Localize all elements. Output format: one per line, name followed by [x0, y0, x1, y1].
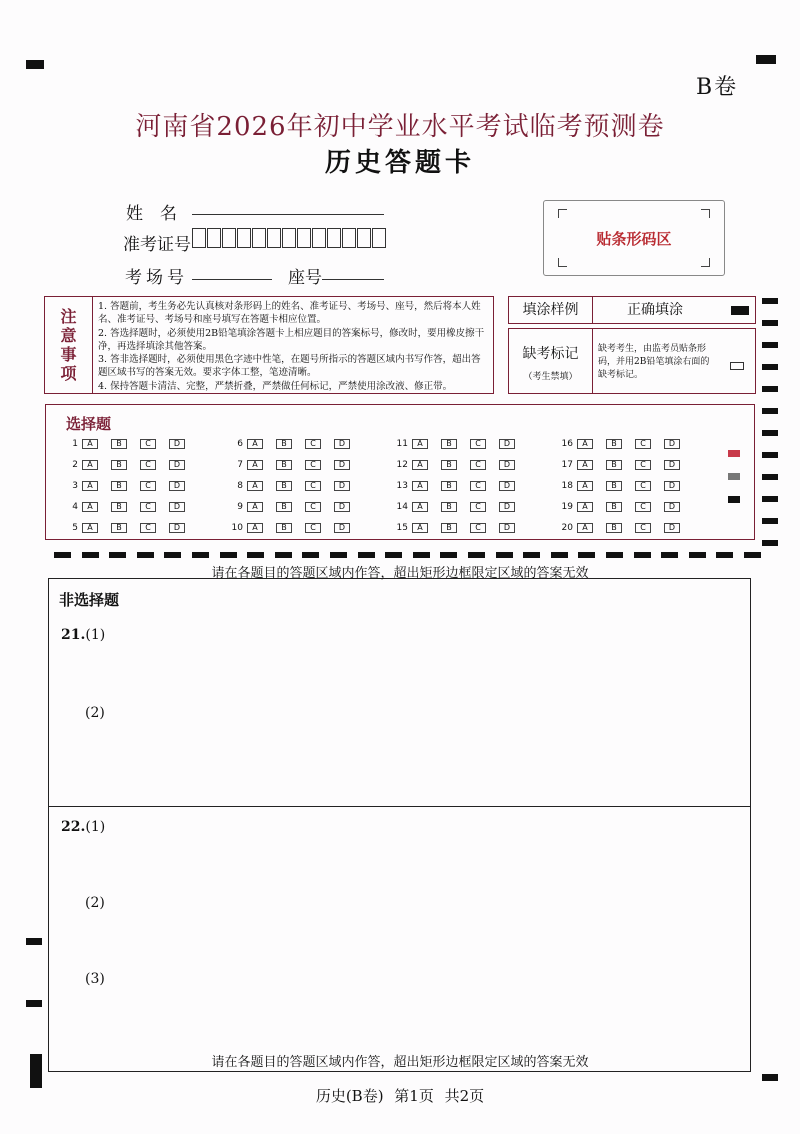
- timing-mark: [762, 452, 778, 458]
- option-bubble-a[interactable]: A: [577, 481, 593, 491]
- seat-label: 座号: [288, 268, 322, 288]
- question-21-part-2[interactable]: (2): [85, 705, 105, 721]
- option-bubble-c[interactable]: C: [305, 502, 321, 512]
- question-22-part-3[interactable]: (3): [85, 971, 105, 987]
- question-number: 18: [561, 481, 573, 491]
- option-bubble-c[interactable]: C: [305, 460, 321, 470]
- option-bubble-d[interactable]: D: [499, 502, 515, 512]
- timing-mark: [762, 342, 778, 348]
- timing-mark: [762, 496, 778, 502]
- option-bubble-b[interactable]: B: [441, 523, 457, 533]
- option-bubble-c[interactable]: C: [470, 439, 486, 449]
- option-bubble-d[interactable]: D: [169, 439, 185, 449]
- option-bubble-b[interactable]: B: [441, 502, 457, 512]
- timing-mark: [762, 298, 778, 304]
- option-bubble-c[interactable]: C: [140, 460, 156, 470]
- answer-area-warning: 请在各题目的答题区域内作答，超出矩形边框限定区域的答案无效: [211, 566, 589, 581]
- notice-item: 4. 保持答题卡清洁、完整，严禁折叠，严禁做任何标记，严禁使用涂改液、修正带。: [98, 380, 453, 392]
- dash-segment: [468, 552, 485, 558]
- option-bubble-d[interactable]: D: [169, 502, 185, 512]
- question-20: [559, 523, 693, 533]
- dash-segment: [523, 552, 540, 558]
- color-mark-black: [728, 496, 740, 503]
- option-bubble-c[interactable]: C: [140, 502, 156, 512]
- option-bubble-c[interactable]: C: [635, 439, 651, 449]
- dash-segment: [689, 552, 706, 558]
- option-bubble-d[interactable]: D: [169, 523, 185, 533]
- question-number: 15: [396, 523, 408, 533]
- option-bubble-c[interactable]: C: [470, 502, 486, 512]
- question-22-part-2[interactable]: (2): [85, 895, 105, 911]
- question-number: 1: [72, 439, 78, 449]
- answer-area-warning-bottom: 请在各题目的答题区域内作答，超出矩形边框限定区域的答案无效: [211, 1055, 589, 1070]
- option-bubble-a[interactable]: A: [247, 481, 263, 491]
- fill-sample-box: [508, 296, 756, 324]
- question-number: 9: [237, 502, 243, 512]
- question-13: [394, 481, 528, 491]
- absent-mark-box: [508, 328, 756, 394]
- option-bubble-d[interactable]: D: [499, 460, 515, 470]
- question-5: [64, 523, 198, 533]
- option-bubble-c[interactable]: C: [635, 502, 651, 512]
- option-bubble-a[interactable]: A: [577, 439, 593, 449]
- option-bubble-d[interactable]: D: [664, 460, 680, 470]
- option-bubble-d[interactable]: D: [499, 523, 515, 533]
- option-bubble-a[interactable]: A: [412, 502, 428, 512]
- question-number: 5: [72, 523, 78, 533]
- question-number: 11: [396, 439, 408, 449]
- dash-segment: [716, 552, 733, 558]
- option-bubble-b[interactable]: B: [111, 523, 127, 533]
- dash-segment: [54, 552, 71, 558]
- question-number: 12: [396, 460, 408, 470]
- option-bubble-a[interactable]: A: [82, 481, 98, 491]
- question-12: [394, 460, 528, 470]
- dash-segment: [220, 552, 237, 558]
- option-bubble-c[interactable]: C: [635, 481, 651, 491]
- room-label: 考场号: [125, 268, 188, 288]
- dash-segment: [358, 552, 375, 558]
- volume-label: B卷: [696, 75, 739, 100]
- fill-sample-value: 正确填涂: [627, 302, 683, 318]
- option-bubble-a[interactable]: A: [82, 439, 98, 449]
- choice-title: 选择题: [66, 415, 112, 433]
- dash-segment: [109, 552, 126, 558]
- nonchoice-section: [48, 578, 751, 1072]
- option-bubble-d[interactable]: D: [334, 439, 350, 449]
- question-number: 13: [396, 481, 408, 491]
- option-bubble-c[interactable]: C: [635, 460, 651, 470]
- dash-segment: [496, 552, 513, 558]
- name-field[interactable]: [192, 214, 384, 215]
- dash-segment: [192, 552, 209, 558]
- option-bubble-a[interactable]: A: [577, 523, 593, 533]
- option-bubble-c[interactable]: C: [140, 481, 156, 491]
- color-mark-gray: [728, 473, 740, 480]
- dash-segment: [413, 552, 430, 558]
- notice-box: [44, 296, 494, 394]
- option-bubble-b[interactable]: B: [111, 460, 127, 470]
- option-bubble-a[interactable]: A: [82, 460, 98, 470]
- question-number: 20: [561, 523, 573, 533]
- option-bubble-c[interactable]: C: [140, 523, 156, 533]
- question-number: 8: [237, 481, 243, 491]
- question-number: 3: [72, 481, 78, 491]
- option-bubble-c[interactable]: C: [470, 481, 486, 491]
- page-subtitle: 历史答题卡: [324, 148, 475, 178]
- question-14: [394, 502, 528, 512]
- choice-section: [45, 404, 755, 540]
- question-9: [229, 502, 363, 512]
- notice-list: [98, 300, 490, 393]
- question-6: [229, 439, 363, 449]
- fill-sample-label: 填涂样例: [509, 297, 593, 323]
- dash-segment: [578, 552, 595, 558]
- seat-field[interactable]: [322, 279, 384, 280]
- question-16: [559, 439, 693, 449]
- question-21-part-1[interactable]: 21.(1): [61, 627, 106, 643]
- question-2: [64, 460, 198, 470]
- timing-mark: [762, 540, 778, 546]
- notice-item: 2. 答选择题时，必须使用2B铅笔填涂答题卡上相应题目的答案标号，修改时，要用橡皮擦干净，再选择填涂其他答案。: [98, 327, 485, 352]
- dash-segment: [82, 552, 99, 558]
- absent-label-cell: [509, 329, 593, 393]
- question-21-number: 21.: [61, 627, 86, 643]
- question-number: 2: [72, 460, 78, 470]
- question-1: [64, 439, 198, 449]
- dash-segment: [302, 552, 319, 558]
- option-bubble-d[interactable]: D: [664, 523, 680, 533]
- exam-id-label: 准考证号: [123, 235, 191, 255]
- dash-segment: [385, 552, 402, 558]
- dash-segment: [164, 552, 181, 558]
- question-3: [64, 481, 198, 491]
- filled-sample-mark: [731, 306, 749, 315]
- question-10: [229, 523, 363, 533]
- timing-mark: [762, 518, 778, 524]
- notice-item: 3. 答非选择题时，必须使用黑色字迹中性笔，在题号所指示的答题区域内书写作答，超出答题区域书写的答案无效。要求字体工整，笔迹清晰。: [98, 354, 481, 379]
- option-bubble-d[interactable]: D: [334, 460, 350, 470]
- nonchoice-title: 非选择题: [59, 591, 120, 609]
- dash-segment: [137, 552, 154, 558]
- option-bubble-d[interactable]: D: [499, 481, 515, 491]
- option-bubble-d[interactable]: D: [334, 481, 350, 491]
- option-bubble-d[interactable]: D: [334, 523, 350, 533]
- question-18: [559, 481, 693, 491]
- option-bubble-a[interactable]: A: [412, 523, 428, 533]
- absent-label: 缺考标记: [522, 346, 579, 362]
- option-bubble-b[interactable]: B: [111, 502, 127, 512]
- question-19: [559, 502, 693, 512]
- room-field[interactable]: [192, 279, 272, 280]
- question-number: 16: [561, 439, 573, 449]
- option-bubble-b[interactable]: B: [606, 481, 622, 491]
- timing-mark: [26, 1000, 42, 1007]
- option-bubble-b[interactable]: B: [276, 460, 292, 470]
- question-15: [394, 523, 528, 533]
- option-bubble-b[interactable]: B: [606, 502, 622, 512]
- option-bubble-a[interactable]: A: [577, 460, 593, 470]
- option-bubble-d[interactable]: D: [169, 481, 185, 491]
- option-bubble-a[interactable]: A: [247, 523, 263, 533]
- option-bubble-b[interactable]: B: [276, 439, 292, 449]
- question-number: 10: [231, 523, 243, 533]
- dash-segment: [744, 552, 761, 558]
- page-title: 河南省2026年初中学业水平考试临考预测卷: [135, 112, 665, 142]
- question-number: 6: [237, 439, 243, 449]
- option-bubble-a[interactable]: A: [82, 523, 98, 533]
- question-22-number: 22.: [61, 819, 86, 835]
- option-bubble-c[interactable]: C: [140, 439, 156, 449]
- option-bubble-b[interactable]: B: [606, 460, 622, 470]
- timing-mark: [762, 386, 778, 392]
- absent-sublabel: （考生禁填）: [523, 372, 578, 382]
- dash-segment: [606, 552, 623, 558]
- timing-mark: [26, 60, 44, 69]
- dash-segment: [634, 552, 651, 558]
- exam-id-boxes[interactable]: [192, 228, 387, 248]
- question-4: [64, 502, 198, 512]
- question-17: [559, 460, 693, 470]
- timing-mark: [762, 320, 778, 326]
- option-bubble-d[interactable]: D: [664, 481, 680, 491]
- option-bubble-a[interactable]: A: [247, 502, 263, 512]
- option-bubble-b[interactable]: B: [441, 460, 457, 470]
- option-bubble-b[interactable]: B: [111, 481, 127, 491]
- timing-mark: [762, 474, 778, 480]
- option-bubble-d[interactable]: D: [334, 502, 350, 512]
- option-bubble-d[interactable]: D: [664, 439, 680, 449]
- dash-segment: [247, 552, 264, 558]
- barcode-label: 贴条形码区: [596, 230, 672, 248]
- option-bubble-b[interactable]: B: [441, 481, 457, 491]
- timing-mark: [756, 55, 776, 64]
- option-bubble-c[interactable]: C: [305, 439, 321, 449]
- timing-mark: [762, 430, 778, 436]
- option-bubble-b[interactable]: B: [276, 502, 292, 512]
- option-bubble-b[interactable]: B: [441, 439, 457, 449]
- option-bubble-b[interactable]: B: [606, 523, 622, 533]
- option-bubble-b[interactable]: B: [606, 439, 622, 449]
- option-bubble-a[interactable]: A: [82, 502, 98, 512]
- option-bubble-a[interactable]: A: [412, 439, 428, 449]
- question-11: [394, 439, 528, 449]
- absent-description: 缺考考生，由监考员贴条形码，并用2B铅笔填涂右面的缺考标记。: [598, 344, 710, 380]
- timing-mark: [762, 364, 778, 370]
- question-number: 19: [561, 502, 573, 512]
- question-number: 4: [72, 502, 78, 512]
- option-bubble-b[interactable]: B: [276, 523, 292, 533]
- option-bubble-d[interactable]: D: [499, 439, 515, 449]
- option-bubble-c[interactable]: C: [470, 460, 486, 470]
- option-bubble-a[interactable]: A: [577, 502, 593, 512]
- option-bubble-a[interactable]: A: [412, 460, 428, 470]
- option-bubble-a[interactable]: A: [247, 460, 263, 470]
- question-number: 14: [396, 502, 408, 512]
- option-bubble-a[interactable]: A: [412, 481, 428, 491]
- color-mark-red: [728, 450, 740, 457]
- notice-heading: 注 意 事 项: [45, 297, 93, 393]
- option-bubble-d[interactable]: D: [169, 460, 185, 470]
- timing-mark: [762, 408, 778, 414]
- notice-item: 1. 答题前，考生务必先认真核对条形码上的姓名、准考证号、考场号、座号，然后将本人姓名、准考证号、考场号和座号填写在答题卡相应位置。: [98, 301, 481, 326]
- barcode-area: [543, 200, 725, 276]
- question-number: 17: [561, 460, 573, 470]
- page-footer: 历史(B卷) 第1页 共2页: [315, 1087, 485, 1105]
- option-bubble-a[interactable]: A: [247, 439, 263, 449]
- option-bubble-c[interactable]: C: [305, 523, 321, 533]
- dash-segment: [661, 552, 678, 558]
- name-label: 姓 名: [126, 204, 177, 224]
- option-bubble-c[interactable]: C: [470, 523, 486, 533]
- question-22-part-1[interactable]: 22.(1): [61, 819, 106, 835]
- absent-checkbox[interactable]: [730, 362, 744, 370]
- dash-segment: [275, 552, 292, 558]
- question-divider: [49, 806, 750, 807]
- option-bubble-b[interactable]: B: [111, 439, 127, 449]
- option-bubble-c[interactable]: C: [305, 481, 321, 491]
- dash-segment: [551, 552, 568, 558]
- option-bubble-c[interactable]: C: [635, 523, 651, 533]
- option-bubble-b[interactable]: B: [276, 481, 292, 491]
- dash-segment: [440, 552, 457, 558]
- question-number: 7: [237, 460, 243, 470]
- timing-mark: [26, 938, 42, 945]
- timing-mark: [762, 1074, 778, 1081]
- question-8: [229, 481, 363, 491]
- option-bubble-d[interactable]: D: [664, 502, 680, 512]
- dash-segment: [330, 552, 347, 558]
- question-7: [229, 460, 363, 470]
